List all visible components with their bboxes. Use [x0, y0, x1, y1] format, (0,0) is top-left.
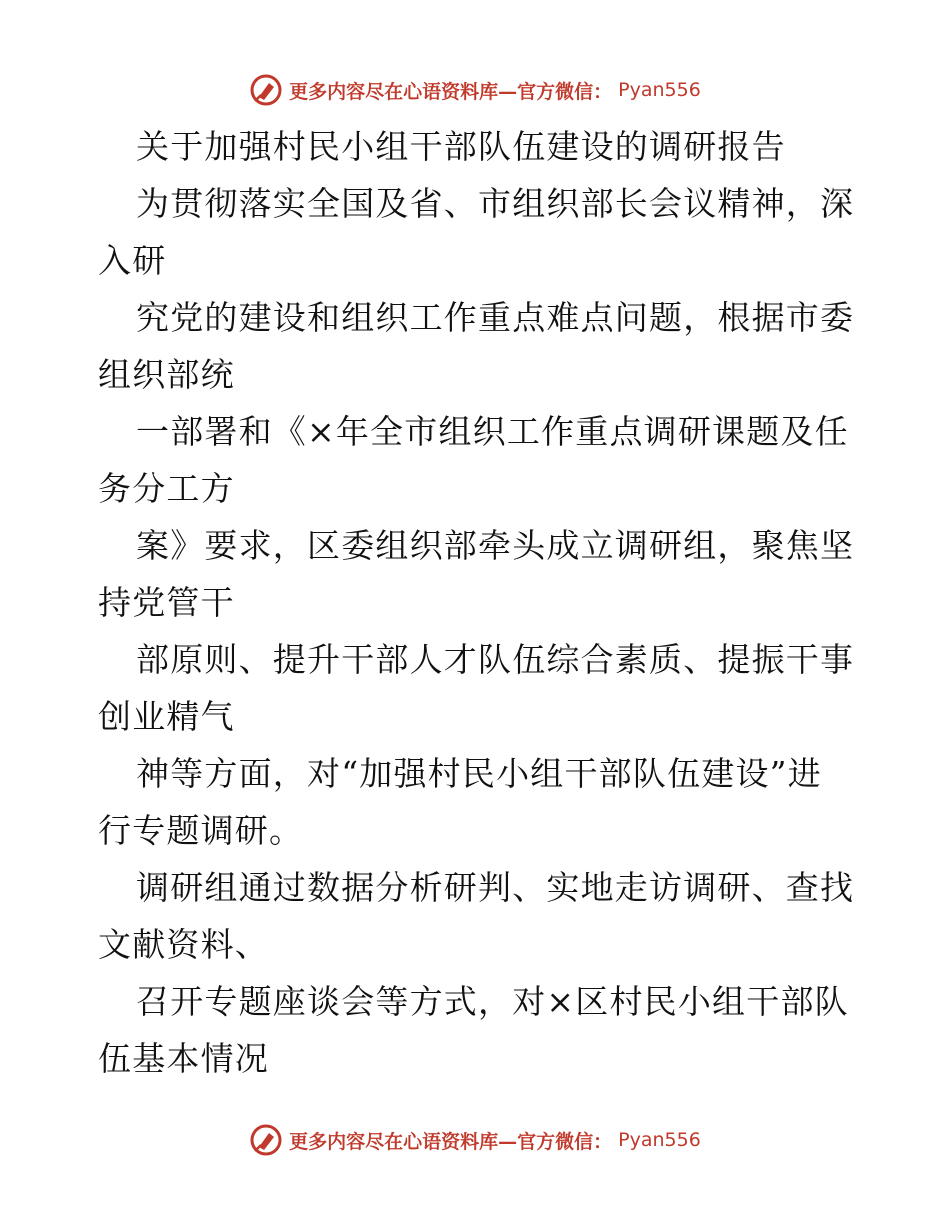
header-watermark: [0, 70, 950, 110]
text-line: 部原则、提升干部人才队伍综合素质、提振干事: [136, 640, 855, 679]
watermark-handle: Pyan556: [618, 1129, 701, 1151]
pen-nib-circle-icon: [249, 1123, 283, 1157]
document-title: 关于加强村民小组干部队伍建设的调研报告: [136, 127, 786, 166]
text-line: 入研: [98, 241, 167, 280]
text-line: 究党的建设和组织工作重点难点问题，根据市委: [136, 298, 855, 337]
text-line: 神等方面，对“加强村民小组干部队伍建设”进: [136, 754, 822, 793]
text-line: 为贯彻落实全国及省、市组织部长会议精神，深: [136, 184, 855, 223]
text-line: 伍基本情况: [98, 1039, 269, 1078]
text-line: 组织部统: [98, 355, 235, 394]
document-body: [98, 118, 858, 1087]
text-line: 调研组通过数据分析研判、实地走访调研、查找: [136, 868, 855, 907]
text-line: 一部署和《×年全市组织工作重点调研课题及任: [136, 412, 849, 451]
text-line: 文献资料、: [98, 925, 269, 964]
text-line: 创业精气: [98, 697, 235, 736]
footer-watermark: [0, 1120, 950, 1160]
pen-nib-circle-icon: [249, 73, 283, 107]
text-line: 持党管干: [98, 583, 235, 622]
watermark-text: 更多内容尽在心语资料库—官方微信：: [289, 80, 613, 103]
watermark-handle: Pyan556: [618, 79, 701, 101]
text-line: 召开专题座谈会等方式，对×区村民小组干部队: [136, 982, 849, 1021]
text-line: 行专题调研。: [98, 811, 304, 850]
text-line: 务分工方: [98, 469, 235, 508]
watermark-text: 更多内容尽在心语资料库—官方微信：: [289, 1130, 613, 1153]
text-line: 案》要求，区委组织部牵头成立调研组，聚焦坚: [136, 526, 855, 565]
